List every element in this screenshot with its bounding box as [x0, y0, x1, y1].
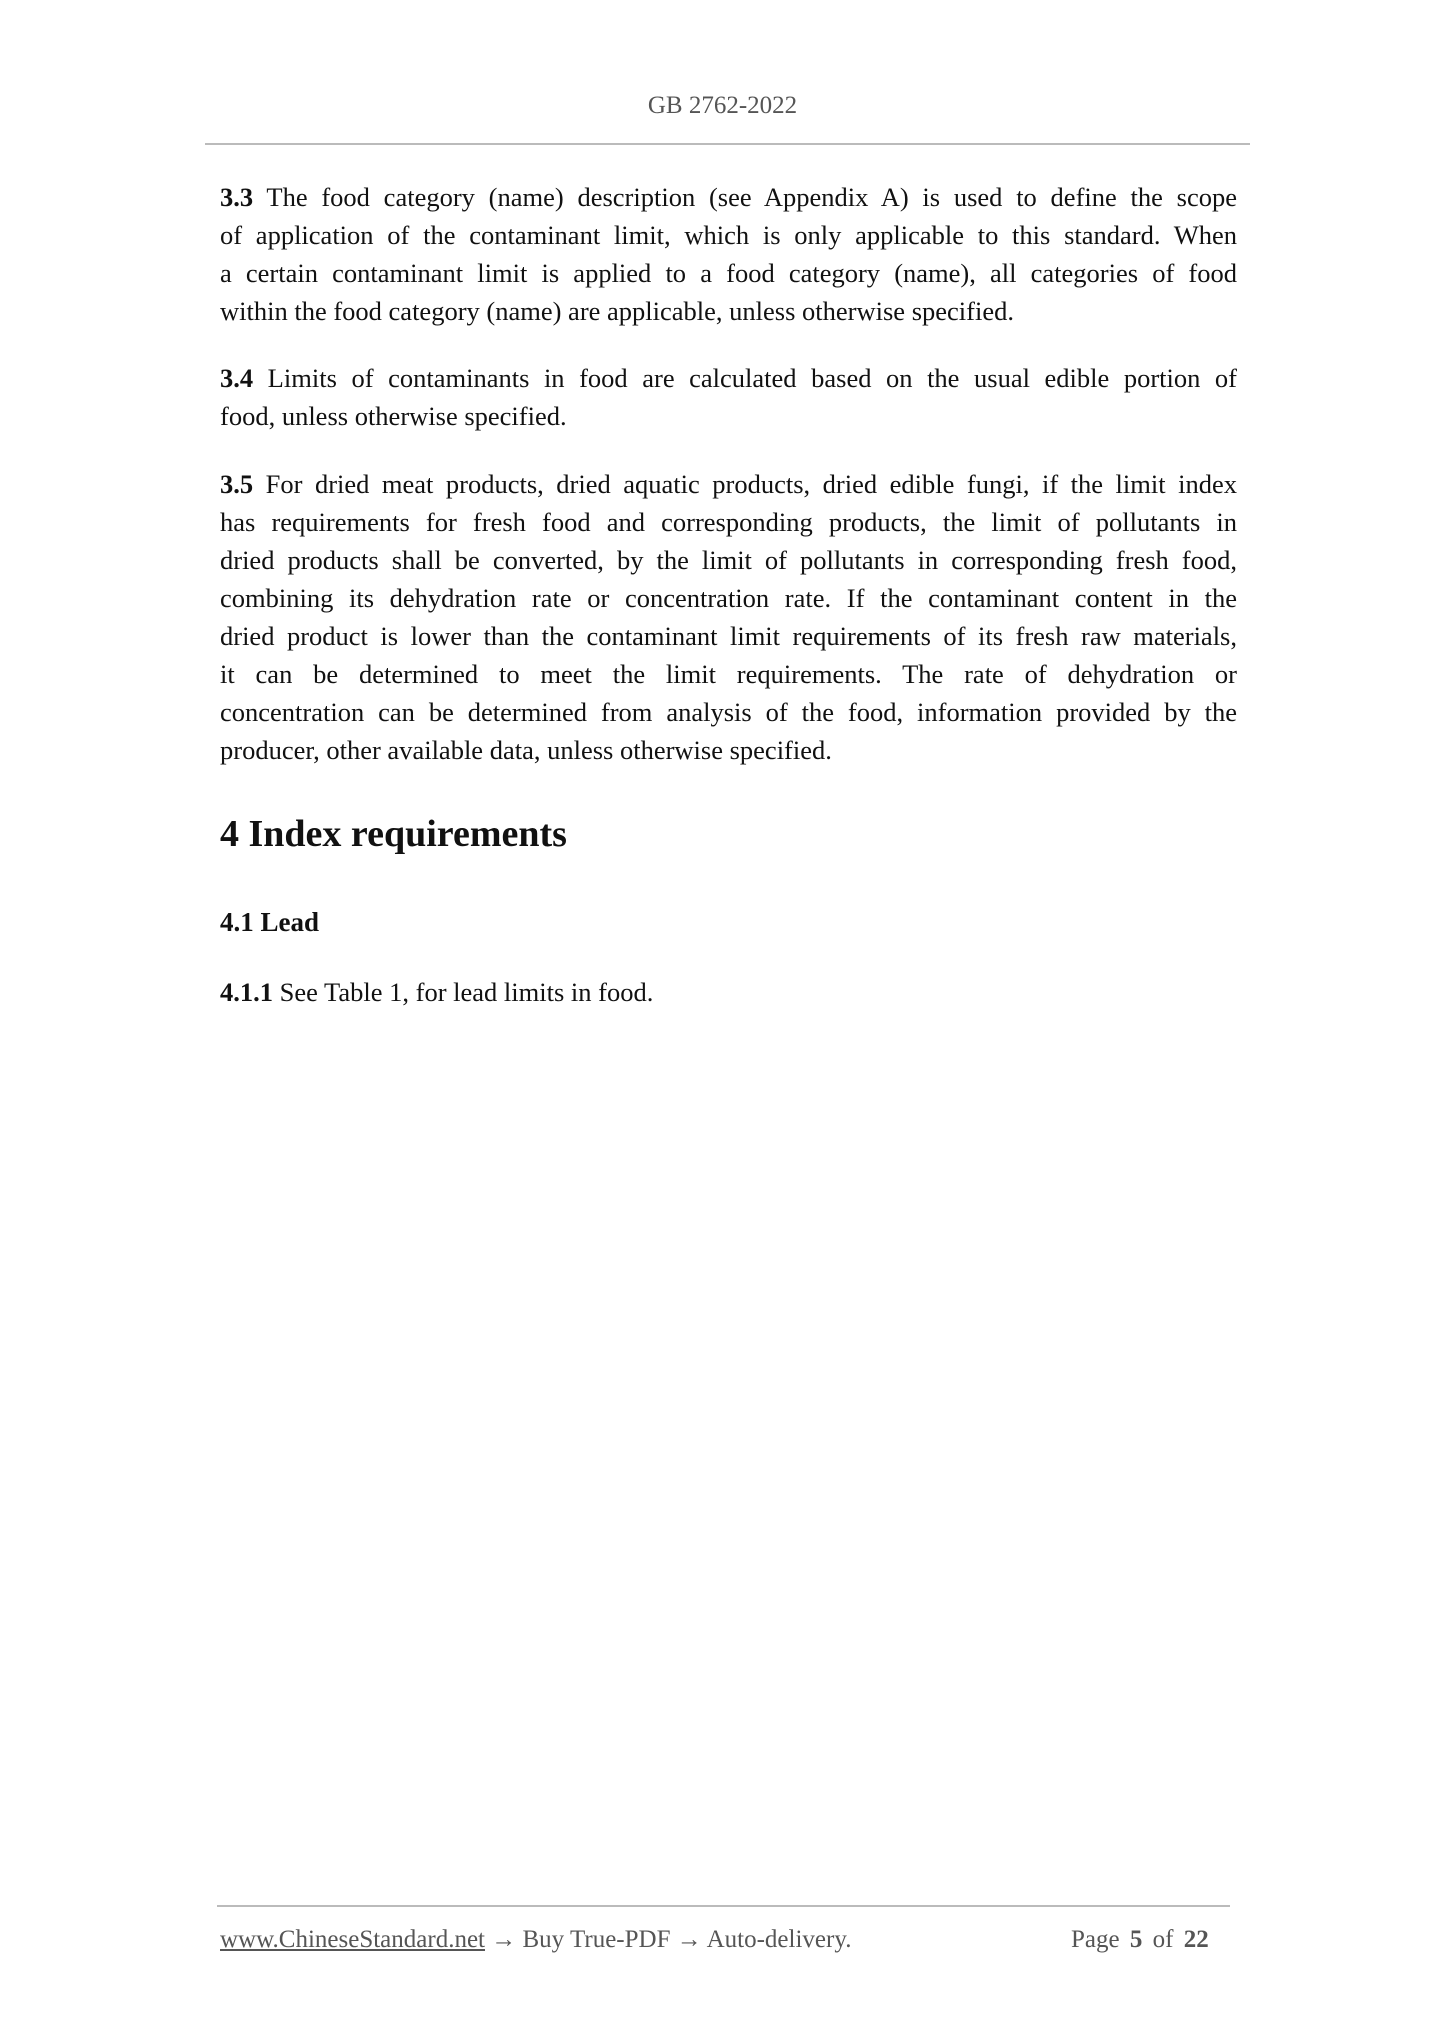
section-4-1-1 [220, 973, 1237, 1011]
section-number: 3.4 [220, 363, 254, 393]
section-3-4 [220, 359, 1237, 435]
text-line: combining its dehydration rate or concentration rate. If the contaminant content in the [220, 583, 1237, 613]
text-line: The food category (name) description (see Appendix A) is used to define the scope [253, 182, 1237, 212]
section-3-3 [220, 178, 1237, 330]
buy-text: Buy True-PDF [516, 1926, 677, 1953]
text-line: has requirements for fresh food and corresponding products, the limit of pollutants in [220, 507, 1237, 537]
text-line: producer, other available data, unless otherwise specified. [220, 735, 832, 765]
text-line: For dried meat products, dried aquatic products, dried edible fungi, if the limit index [253, 469, 1237, 499]
page-total: 22 [1183, 1926, 1209, 1953]
section-number: 3.5 [220, 469, 254, 499]
footer-promo [220, 1926, 851, 1954]
section-4-1-heading: 4.1 Lead [220, 907, 320, 937]
text-line: dried product is lower than the contaminant limit requirements of its fresh raw materials, [220, 621, 1237, 651]
page-indicator [1071, 1926, 1209, 1954]
section-number: 3.3 [220, 182, 254, 212]
arrow-right-icon: → [676, 1926, 702, 1953]
section-4-heading: 4 Index requirements [220, 813, 567, 855]
arrow-right-icon: → [491, 1926, 517, 1953]
footer-divider [217, 1905, 1230, 1907]
section-3-5 [220, 465, 1237, 769]
text-line: of application of the contaminant limit, which is only applicable to this standard. When [220, 220, 1237, 250]
text-line: within the food category (name) are applicable, unless otherwise specified. [220, 296, 1014, 326]
text-line: See Table 1, for lead limits in food. [273, 977, 654, 1007]
header-divider [205, 143, 1250, 145]
text-line: a certain contaminant limit is applied to a food category (name), all categories of food [220, 258, 1237, 288]
section-number: 4.1.1 [220, 977, 273, 1007]
text-line: food, unless otherwise specified. [220, 401, 567, 431]
website-link[interactable]: www.ChineseStandard.net [220, 1926, 485, 1953]
text-line: dried products shall be converted, by the limit of pollutants in corresponding fresh food, [220, 545, 1237, 575]
text-line: it can be determined to meet the limit requirements. The rate of dehydration or [220, 659, 1237, 689]
text-line: Limits of contaminants in food are calculated based on the usual edible portion of [253, 363, 1237, 393]
page-label: Page [1071, 1926, 1120, 1953]
document-id-header: GB 2762-2022 [647, 92, 798, 119]
of-label: of [1152, 1926, 1174, 1953]
text-line: concentration can be determined from analysis of the food, information provided by the [220, 697, 1237, 727]
auto-delivery-text: Auto-delivery. [701, 1926, 852, 1953]
page-number: 5 [1129, 1926, 1143, 1953]
